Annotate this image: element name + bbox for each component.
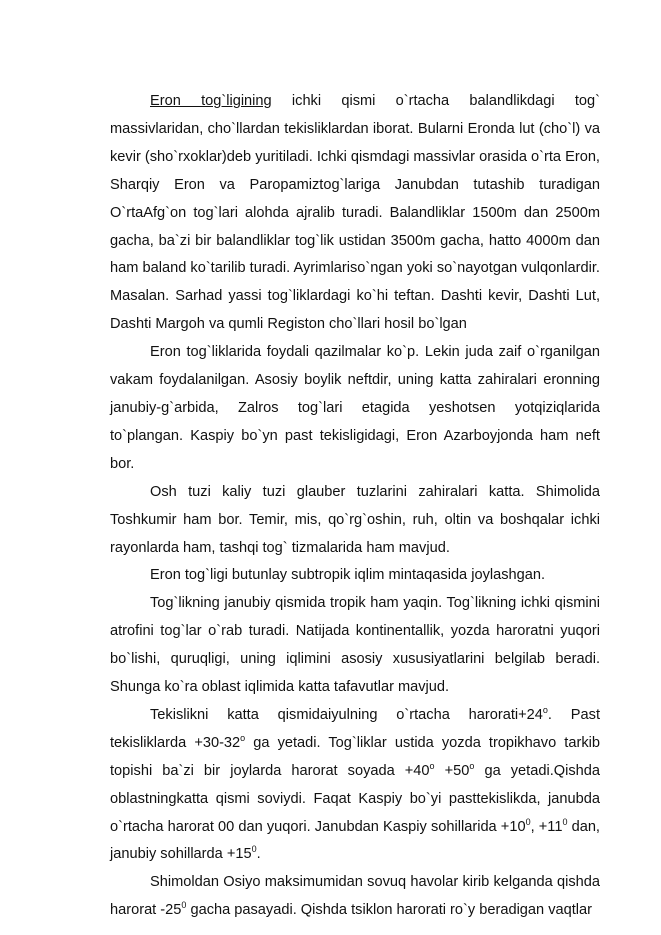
paragraph-salts [110,479,600,563]
text-segment: dan, janubiy sohillarda +15 [110,818,600,863]
text-segment: . [256,846,261,863]
text-segment: +50 [434,762,470,779]
paragraph-winter [110,869,600,925]
paragraph-text: Tog`likning janubiy qismida tropik ham yaqin. Tog`likning ichki qismini atrofini tog`lar o`rab turadi. Natijada kontinentallik, yozda haroratni yuqori bo`lishi, quruqligi, uning iqlimini asosiy xususiyatlarini belgilab beradi. Shunga ko`ra oblast iqlimida katta tafavutlar mavjud. [110,595,600,696]
degree-mark: 0 [181,900,187,911]
paragraph-text: ichki qismi o`rtacha balandlikdagi tog` massivlaridan, cho`llardan tekisliklardan iborat. Bularni Eronda lut (cho`l) va kevir (sho`rxoklar)deb yuritiladi. Ichki qismdagi massivlar orasida o`rta Eron, Sharqiy Eron va Paropamiztog`lariga Janubdan tutashib turadigan O`rtaAfg`on tog`lari alohda ajralib turadi. Balandliklar 1500m dan 2500m gacha, ba`zi bir balandliklar tog`lik ustidan 3500m gacha, hatto 4000m dan ham baland ko`tarilib turadi. Ayrimlariso`ngan yoki so`nayotgan vulqonlardir. Masalan. Sarhad yassi tog`liklardagi ko`hi teftan. Dashti kevir, Dashti Lut, Dashti Margoh va qumli Registon cho`llari hosil bo`lgan [110,93,600,333]
degree-mark: o [542,704,548,715]
degree-mark: 0 [251,844,257,855]
text-segment: . Past tekisliklarda +30-32 [110,706,601,751]
paragraph-text: Eron tog`ligi butunlay subtropik iqlim mintaqasida joylashgan. [150,567,546,584]
text-segment: gacha pasayadi. Qishda tsiklon harorati ro`y beradigan vaqtlar [186,902,593,919]
text-segment: Tekislikni katta qismidaiyulning o`rtacha harorati+24 [150,706,543,723]
text-segment: Shimoldan Osiyo maksimumidan sovuq havolar kirib kelganda qishda harorat -25 [110,874,600,919]
text-segment: , +11 [530,818,563,835]
degree-mark: o [429,760,435,771]
paragraph-eron-highlands [110,88,600,339]
paragraph-temperatures [110,702,600,869]
underlined-term: Eron tog`ligining [150,93,272,109]
degree-mark: o [240,732,246,743]
paragraph-subtropical [110,562,600,590]
text-segment: ga yetadi. Tog`liklar ustida yozda tropikhavo tarkib topishi ba`zi bir joylarda harorat soyada +40 [110,734,600,779]
degree-mark: 0 [562,816,568,827]
text-segment: ga yetadi.Qishda oblastningkatta qismi soviydi. Faqat Kaspiy bo`yi pasttekislikda, janubda o`rtacha harorat 00 dan yuqori. Janubdan Kaspiy sohillarida +10 [110,762,600,835]
degree-mark: o [469,760,475,771]
paragraph-minerals [110,339,600,479]
document-page [110,88,600,925]
paragraph-text: Osh tuzi kaliy tuzi glauber tuzlarini zahiralari katta. Shimolida Toshkumir ham bor. Temir, mis, qo`rg`oshin, ruh, oltin va boshqalar ichki rayonlarda ham, tashqi tog` tizmalarida ham mavjud. [110,483,600,556]
paragraph-text: Eron tog`liklarida foydali qazilmalar ko`p. Lekin juda zaif o`rganilgan vakam foydalanilgan. Asosiy boylik neftdir, uning katta zahiralari eronning janubiy-g`arbida, Zalros tog`lari etagida yeshotsen yotqiziqlarida to`plangan. Kaspiy bo`yn past tekisligidagi, Eron Azarboyjonda ham neft bor. [110,344,600,472]
degree-mark: 0 [525,816,531,827]
paragraph-climate [110,590,600,702]
